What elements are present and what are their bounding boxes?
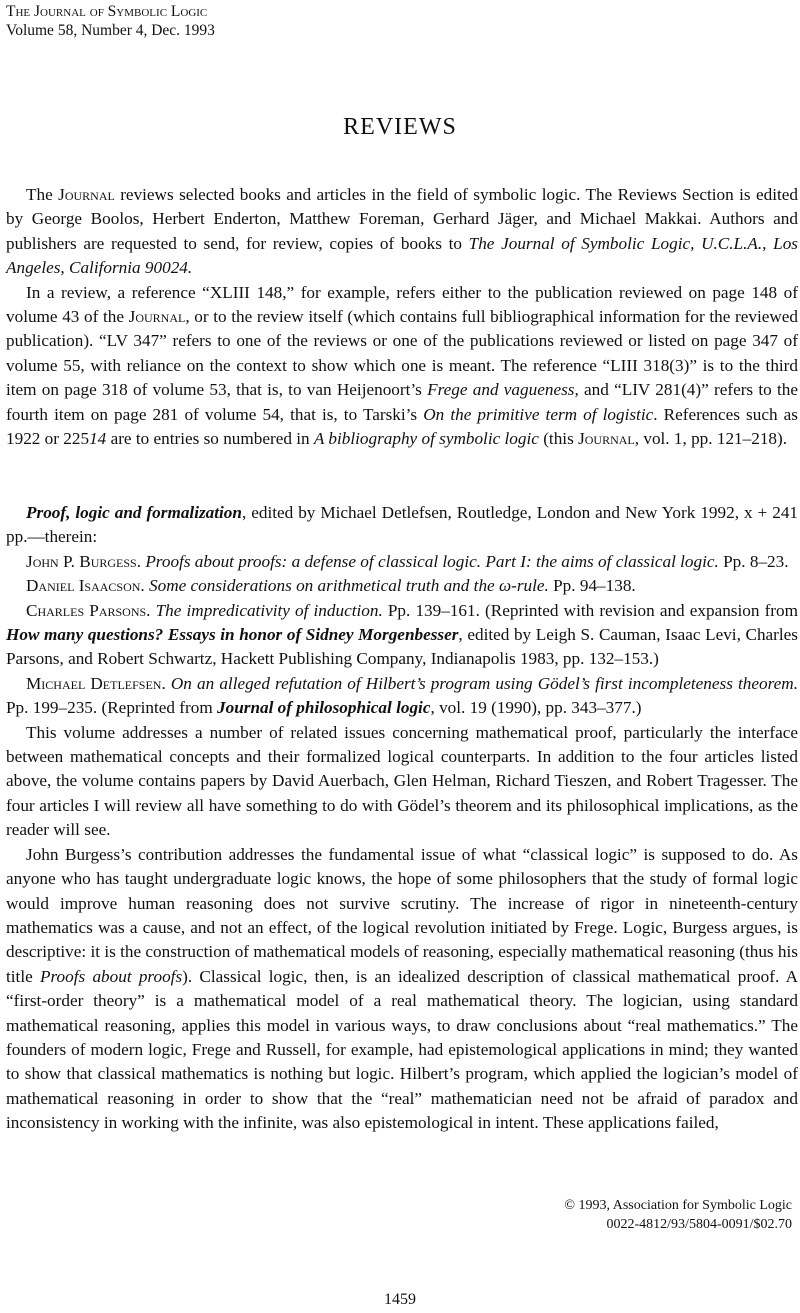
intro-paragraph-1: The Journal reviews selected books and articles in the field of symbolic logic. The Reviews Section is edited by George Boolos, Herbert Enderton, Matthew Foreman, Gerhard Jäger, and Michael Makkai. Authors and publishers are requested to send, for review, copies of books to The Journal of Symbolic Logic, U.C.L.A., Los Angeles, California 90024. [6, 185, 798, 278]
review-heading: Proof, logic and formalization, edited by Michael Detlefsen, Routledge, London and New York 1992, x + 241 pp.—therein: [6, 503, 799, 547]
intro-section [6, 183, 798, 451]
section-title: REVIEWS [343, 114, 457, 140]
running-header [6, 2, 215, 40]
page-number: 1459 [384, 1291, 416, 1308]
volume-info: Volume 58, Number 4, Dec. 1993 [6, 22, 215, 39]
review-paragraph-2: John Burgess’s contribution addresses the fundamental issue of what “classical logic” is supposed to do. As anyone who has taught undergraduate logic knows, the hope of some philosophers that the study of formal logic would improve human reasoning does not survive scrutiny. The increase of rigor in nineteenth-century mathematics was a cause, and not an effect, of the logical revolution initiated by Frege. Logic, Burgess argues, is descriptive: it is the construction of mathematical models of reasoning, especially mathematical reasoning (thus his title Proofs about proofs). Classical logic, then, is an idealized description of classical mathematical proof. A “first-order theory” is a mathematical model of a real mathematical theory. The logician, using standard mathematical reasoning, applies this model in various ways, to draw conclusions about “real mathematics.” The founders of modern logic, Frege and Russell, for example, had epistemological applications in mind; they wanted to show that classical mathematics is nothing but logic. Hilbert’s program, which applied the logician’s model of mathematical reasoning in order to show that the “real” mathematician need not be afraid of paradox and inconsistency in working with the infinite, was also epistemological in intent. These applications failed, [6, 844, 798, 1133]
reviewed-entry: Charles Parsons. The impredicativity of induction. Pp. 139–161. (Reprinted with revision and expansion from How many questions? Essays in honor of Sidney Morgenbesser, edited by Leigh S. Cauman, Isaac Levi, Charles Parsons, and Robert Schwartz, Hackett Publishing Company, Indianapolis 1983, pp. 132–153.) [6, 600, 798, 669]
reviewed-entry: Daniel Isaacson. Some considerations on arithmetical truth and the ω-rule. Pp. 94–138. [26, 576, 636, 596]
review-section [6, 501, 798, 1136]
review-paragraph-1: This volume addresses a number of related issues concerning mathematical proof, particularly the interface between mathematical concepts and their formalized logical counterparts. In addition to the four articles listed above, the volume contains papers by David Auerbach, Glen Helman, Richard Tieszen, and Robert Tragesser. The four articles I will review all have something to do with Gödel’s theorem and its philosophical implications, as the reader will see. [6, 722, 798, 840]
copyright-notice: © 1993, Association for Symbolic Logic 0022-4812/93/5804-0091/$02.70 [564, 1198, 792, 1232]
book-title: Proof, logic and formalization [26, 503, 242, 522]
journal-name: The Journal of Symbolic Logic [6, 3, 208, 20]
reviewed-entry: John P. Burgess. Proofs about proofs: a defense of classical logic. Part I: the aims of classical logic. Pp. 8–23. [26, 551, 789, 571]
intro-paragraph-2: In a review, a reference “XLIII 148,” for example, refers either to the publication reviewed on page 148 of volume 43 of the Journal, or to the review itself (which contains full bibliographical information for the reviewed publication). “LV 347” refers to one of the reviews or one of the publications reviewed or listed on page 347 of volume 55, with reliance on the context to show which one is meant. The reference “LIII 318(3)” is to the third item on page 318 of volume 53, that is, to van Heijenoort’s Frege and vagueness, and “LIV 281(4)” refers to the fourth item on page 281 of volume 54, that is, to Tarski’s On the primitive term of logistic. References such as 1922 or 22514 are to entries so numbered in A bibliography of symbolic logic (this Journal, vol. 1, pp. 121–218). [6, 282, 799, 449]
reviewed-entry: Michael Detlefsen. On an alleged refutation of Hilbert’s program using Gödel’s first incompleteness theorem. Pp. 199–235. (Reprinted from Journal of philosophical logic, vol. 19 (1990), pp. 343–377.) [6, 673, 798, 718]
